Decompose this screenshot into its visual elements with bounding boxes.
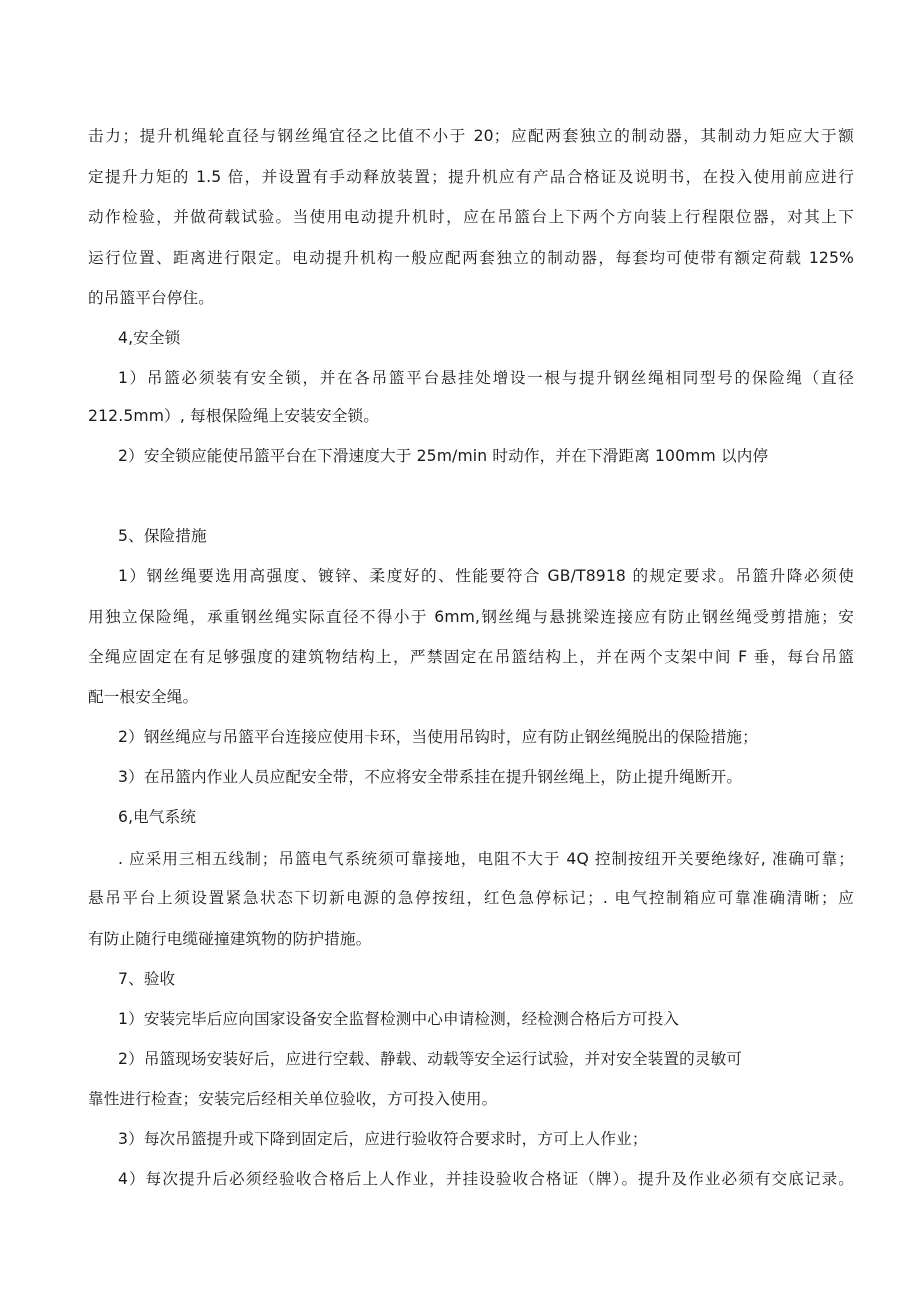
acceptance-item-2-line-2: 靠性进行检查；安装完后经相关单位验收，方可投入使用。 [88, 1090, 498, 1108]
insurance-item-1-line-3: 全绳应固定在有足够强度的建筑物结构上，严禁固定在吊篮结构上，并在两个支架中间 F 垂，每台吊篮 [88, 648, 854, 666]
safety-lock-item-2: 2）安全锁应能使吊篮平台在下滑速度大于 25m∕min 时动作，并在下滑距离 100mm 以内停 [118, 447, 769, 465]
section-heading-acceptance: 7、验收 [118, 970, 176, 988]
acceptance-item-4: 4）每次提升后必须经验收合格后上人作业，并挂设验收合格证（牌）。提升及作业必须有交底记录。 [118, 1170, 854, 1188]
paragraph-hoist-line-4: 运行位置、距离进行限定。电动提升机构一般应配两套独立的制动器，每套均可使带有额定荷载 125% [88, 249, 854, 267]
section-heading-insurance-measures: 5、保险措施 [118, 527, 207, 545]
safety-lock-item-1-line-2: 212.5mm）, 每根保险绳上安装安全锁。 [88, 407, 379, 425]
acceptance-item-3: 3）每次吊篮提升或下降到固定后，应进行验收符合要求时，方可上人作业； [118, 1130, 648, 1148]
section-heading-safety-lock: 4,安全锁 [118, 329, 181, 347]
insurance-item-1-line-1: 1）钢丝绳要选用高强度、镀锌、柔度好的、性能要符合 GB/T8918 的规定要求。吊篮升降必须使 [118, 567, 854, 585]
safety-lock-item-1-line-1: 1）吊篮必须装有安全锁，并在各吊篮平台悬挂处增设一根与提升钢丝绳相同型号的保险绳（直径 [118, 369, 854, 387]
electrical-paragraph-line-2: 悬吊平台上须设置紧急状态下切新电源的急停按纽，红色急停标记；. 电气控制箱应可靠准确清晰；应 [88, 889, 854, 907]
electrical-paragraph-line-3: 有防止随行电缆碰撞建筑物的防护措施。 [88, 930, 372, 948]
acceptance-item-1: 1）安装完毕后应向国家设备安全监督检测中心申请检测，经检测合格后方可投入 [118, 1010, 680, 1028]
acceptance-item-2-line-1: 2）吊篮现场安装好后，应进行空载、静载、动载等安全运行试验，并对安全装置的灵敏可 [118, 1050, 743, 1068]
insurance-item-2: 2）钢丝绳应与吊篮平台连接应使用卡环，当使用吊钩时，应有防止钢丝绳脱出的保险措施； [118, 728, 758, 746]
paragraph-hoist-line-2: 定提升力矩的 1.5 倍，并设置有手动释放装置；提升机应有产品合格证及说明书，在投入使用前应进行 [88, 168, 854, 186]
insurance-item-1-line-2: 用独立保险绳，承重钢丝绳实际直径不得小于 6mm,钢丝绳与悬挑梁连接应有防止钢丝绳受剪措施；安 [88, 608, 854, 626]
insurance-item-1-line-4: 配一根安全绳。 [88, 688, 199, 706]
electrical-paragraph-line-1: . 应采用三相五线制；吊篮电气系统须可靠接地，电阻不大于 4Q 控制按纽开关要绝缘好, 准确可靠； [118, 850, 854, 868]
insurance-item-3: 3）在吊篮内作业人员应配安全带，不应将安全带系挂在提升钢丝绳上，防止提升绳断开。 [118, 768, 743, 786]
paragraph-hoist-line-5: 的吊篮平台停住。 [88, 289, 214, 307]
paragraph-hoist-line-3: 动作检验，并做荷载试验。当使用电动提升机时，应在吊篮台上下两个方向装上行程限位器，对其上下 [88, 208, 854, 226]
section-heading-electrical-system: 6,电气系统 [118, 808, 197, 826]
paragraph-hoist-line-1: 击力；提升机绳轮直径与钢丝绳宜径之比值不小于 20；应配两套独立的制动器，其制动力矩应大于额 [88, 127, 854, 145]
